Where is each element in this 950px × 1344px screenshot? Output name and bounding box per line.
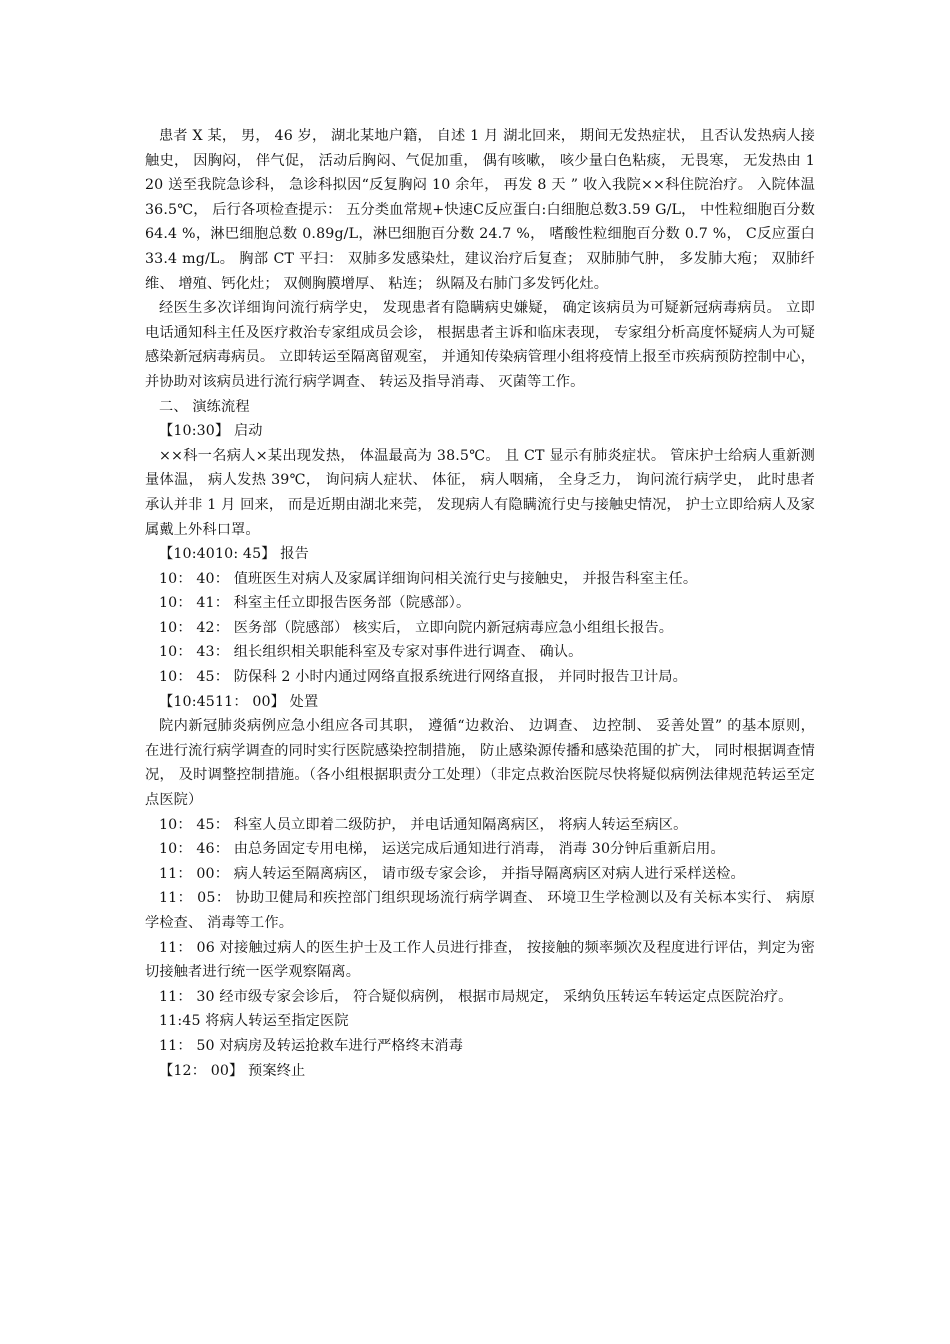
timeline-item: 11： 05： 协助卫健局和疾控部门组织现场流行病学调查、 环境卫生学检测以及有关标本实行、 病原学检查、 消毒等工作。 xyxy=(145,890,815,931)
timeline-item: 10： 41： 科室主任立即报告医务部（院感部）。 xyxy=(159,595,471,612)
timeline-item: 11： 06 对接触过病人的医生护士及工作人员进行排查， 按接触的频率频次及程度进行评估，判定为密切接触者进行统一医学观察隔离。 xyxy=(145,939,815,981)
case-description-paragraph: 患者 X 某， 男， 46 岁， 湖北某地户籍， 自述 1 月 湖北回来， 期间无发热症状， 且否认发热病人接触史， 因胸闷， 伴气促， 活动后胸闷、气促加重， 偶有咳嗽， 咳少量白色粘痰， 无畏寒， 无发热由 120 送至我院急诊科， 急诊科拟因“反复胸闷 10 余年， 再发 8 天 ” 收入我院××科住院治疗。 入院体温 36.5℃， 后行各项检查提示： 五分类血常规+快速C反应蛋白:白细胞总数3.59 G/L， 中性粒细胞百分数64.4 %，淋巴细胞总数 0.89g/L，淋巴细胞百分数 24.7 %， 嗜酸性粒细胞百分数 0.7 %， C反应蛋白 33.4 mg/L。 胸部 CT 平扫： 双肺多发感染灶，建议治疗后复查； 双肺肺气肿， 多发肺大疱； 双肺纤维、 增殖、钙化灶； 双侧胸膜增厚、 粘连； 纵隔及右肺门多发钙化灶。 xyxy=(145,128,815,292)
start-paragraph: ××科一名病人×某出现发热， 体温最高为 38.5℃。 且 CT 显示有肺炎症状。 管床护士给病人重新测量体温， 病人发热 39℃， 询问病人症状、 体征， 病人咽痛， 全身乏力， 询问流行病学史， 此时患者承认并非 1 月 回来， 而是近期由湖北来莞， 发现病人有隐瞒流行史与接触史情况， 护士立即给病人及家属戴上外科口罩。 xyxy=(145,447,815,538)
timeline-item: 10： 43： 组长组织相关职能科室及专家对事件进行调查、 确认。 xyxy=(159,644,583,661)
timeline-item: 11:45 将病人转运至指定医院 xyxy=(159,1013,349,1030)
timeline-heading-end: 【12： 00】 预案终止 xyxy=(159,1062,306,1079)
timeline-heading-report: 【10:4010: 45】 报告 xyxy=(159,546,309,563)
timeline-item: 10： 45： 防保科 2 小时内通过网络直报系统进行网络直报， 并同时报告卫计局。 xyxy=(159,669,687,686)
timeline-item: 11： 30 经市级专家会诊后， 符合疑似病例， 根据市局规定， 采纳负压转运车转运定点医院治疗。 xyxy=(159,988,793,1005)
timeline-item: 10： 42： 医务部（院感部） 核实后， 立即向院内新冠病毒应急小组组长报告。 xyxy=(159,619,674,636)
inquiry-paragraph: 经医生多次详细询问流行病学史， 发现患者有隐瞒病史嫌疑， 确定该病员为可疑新冠病毒病员。 立即电话通知科主任及医疗救治专家组成员会诊， 根据患者主诉和临床表现， 专家组分析高度怀疑病人为可疑感染新冠病毒病员。 立即转运至隔离留观室， 并通知传染病管理小组将疫情上报至市疾病预防控制中心， 并协助对该病员进行流行病学调查、 转运及指导消毒、 灭菌等工作。 xyxy=(145,300,815,390)
handling-paragraph: 院内新冠肺炎病例应急小组应各司其职， 遵循“边救治、 边调查、 边控制、 妥善处置” 的基本原则， 在进行流行病学调查的同时实行医院感染控制措施， 防止感染源传播和感染范围的扩大， 同时根据调查情况， 及时调整控制措施。（各小组根据职责分工处理）（非定点救治医院尽快将疑似病例法律规范转运至定点医院） xyxy=(145,718,815,809)
timeline-item: 10： 45： 科室人员立即着二级防护， 并电话通知隔离病区， 将病人转运至病区。 xyxy=(159,816,688,833)
timeline-item: 11： 00： 病人转运至隔离病区， 请市级专家会诊， 并指导隔离病区对病人进行采样送检。 xyxy=(159,865,745,882)
section-heading-drill-process: 二、 演练流程 xyxy=(159,398,250,415)
timeline-heading-handling: 【10:4511： 00】 处置 xyxy=(159,693,319,710)
timeline-item: 10： 40： 值班医生对病人及家属详细询问相关流行史与接触史， 并报告科室主任。 xyxy=(159,570,698,587)
timeline-heading-start: 【10:30】 启动 xyxy=(159,423,263,440)
timeline-item: 10： 46： 由总务固定专用电梯， 运送完成后通知进行消毒， 消毒 30分钟后重新启用。 xyxy=(159,841,725,858)
timeline-item: 11： 50 对病房及转运抢救车进行严格终末消毒 xyxy=(159,1037,464,1054)
document-body xyxy=(145,124,815,1083)
